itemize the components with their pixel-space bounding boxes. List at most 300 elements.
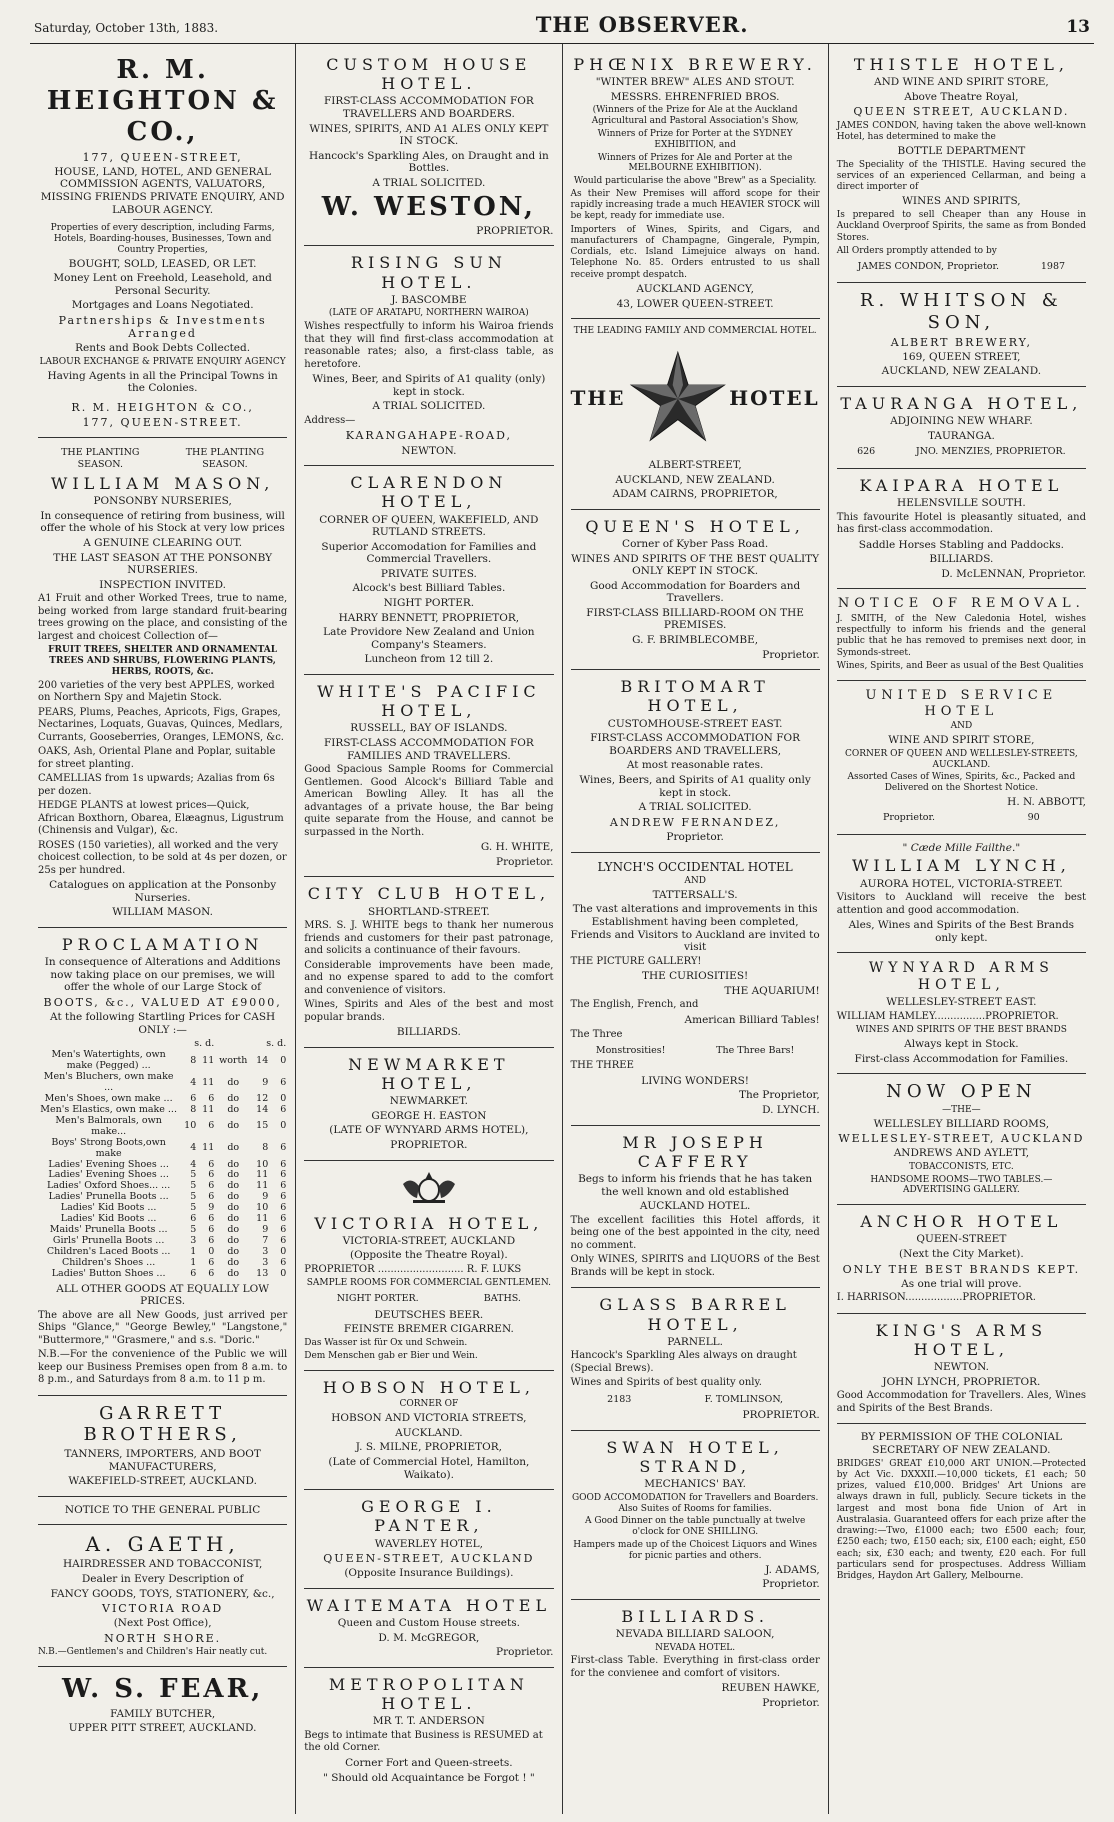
ad-text: AUCKLAND HOTEL. <box>639 1200 751 1213</box>
table-cell: 5 <box>190 1202 197 1214</box>
ad-text: Proprietor. <box>762 1578 820 1591</box>
table-cell: 5 <box>190 1224 197 1236</box>
ad-text: The excellent facilities this Hotel affords, it being one of the best appointed in the city, need no comment. <box>570 1214 820 1251</box>
ad-text: RUSSELL, BAY OF ISLANDS. <box>350 722 508 735</box>
ad-title: UNITED SERVICE HOTEL <box>865 688 1058 719</box>
ad-text: ALL OTHER GOODS AT EQUALLY LOW PRICES. <box>56 1282 269 1308</box>
ad-title: PROCLAMATION <box>61 935 264 955</box>
ad-text: WINES, SPIRITS, AND A1 ALES ONLY KEPT IN STOCK. <box>309 122 549 148</box>
ad-text: This favourite Hotel is pleasantly situated, and has first-class accommodation. <box>836 511 1086 535</box>
table-cell: do <box>227 1191 240 1203</box>
ad-text: 1987 <box>1040 261 1066 272</box>
ad-text: AUCKLAND. <box>395 1426 463 1439</box>
ad-text: Hancock's Sparkling Ales, on Draught and in Bottles. <box>309 149 549 175</box>
ad-text: In consequence of retiring from business, will offer the whole of his Stock at very low prices <box>40 509 285 535</box>
ad-text: J. BASCOMBE <box>391 293 467 306</box>
ad-text: 2183 <box>607 1393 632 1405</box>
ad-text: AND <box>684 875 706 886</box>
ad-text: FIRST-CLASS ACCOMMODATION FOR BOARDERS AND TRAVELLERS, <box>590 732 800 757</box>
ad-title: HOBSON HOTEL, <box>322 1378 535 1398</box>
ad-text: W. WESTON, <box>321 191 536 222</box>
ad-title: SWAN HOTEL, STRAND, <box>606 1437 784 1476</box>
ad-glass-barrel <box>571 1288 820 1430</box>
table-cell: 6 <box>280 1076 287 1088</box>
ad-text: HAIRDRESSER AND TOBACCONIST, <box>62 1558 263 1571</box>
table-cell: Ladies' Oxford Shoes... ... <box>47 1180 171 1192</box>
column-3 <box>563 44 829 1814</box>
table-cell: 0 <box>280 1092 287 1104</box>
table-row <box>38 1072 287 1094</box>
ad-text: CAMELLIAS from 1s upwards; Azalias from 6s per dozen. <box>38 773 275 797</box>
ad-text: G. F. BRIMBLECOMBE, <box>632 634 759 647</box>
ad-title: R. M. HEIGHTON & CO., <box>46 55 279 148</box>
ad-text: GOOD ACCOMODATION for Travellers and Boarders. Also Suites of Rooms for families. <box>571 1492 819 1514</box>
ad-title: GEORGE I. PANTER, <box>361 1497 497 1536</box>
table-cell: 6 <box>190 1267 197 1279</box>
ad-text: THE <box>570 385 626 410</box>
ad-text: Would particularise the above "Brew" as a Speciality. <box>573 176 817 187</box>
ad-victoria <box>304 1161 553 1372</box>
table-cell: 4 <box>190 1142 197 1154</box>
table-cell: 6 <box>280 1169 287 1181</box>
table-cell: Men's Watertights, own make (Pegged) ... <box>51 1049 166 1072</box>
table-cell: 10 <box>256 1158 269 1170</box>
ad-gaeth <box>38 1525 287 1667</box>
ad-text: Partnerships & Investments Arranged <box>58 313 267 341</box>
table-cell: 3 <box>262 1245 269 1257</box>
ad-text: Proprietor. <box>496 855 554 868</box>
ad-text: J. S. MILNE, PROPRIETOR, <box>355 1441 502 1454</box>
planting-season <box>38 447 287 470</box>
ad-text: NEVADA BILLIARD SALOON, <box>615 1627 775 1640</box>
ad-title: ANCHOR HOTEL <box>860 1212 1063 1232</box>
ad-text: SHORTLAND-STREET. <box>367 905 490 918</box>
ad-title: WILLIAM MASON, <box>50 474 275 493</box>
table-cell: Maids' Prunella Boots ... <box>49 1224 168 1236</box>
ad-risingsun <box>304 246 553 466</box>
ad-text: G. H. WHITE, <box>480 841 554 854</box>
ad-text: Alcock's best Billiard Tables. <box>352 582 506 595</box>
ad-text: CUSTOMHOUSE-STREET EAST. <box>607 717 783 730</box>
ad-text: BOTTLE DEPARTMENT <box>897 145 1026 158</box>
table-cell: 3 <box>262 1256 269 1268</box>
ad-text: Having Agents in all the Principal Towns in the Colonies. <box>47 369 278 395</box>
ad-text: AND <box>950 721 973 732</box>
table-cell: Men's Elastics, own make ... <box>40 1103 177 1115</box>
table-cell: 6 <box>280 1256 287 1268</box>
table-cell: Girls' Prunella Boots ... <box>52 1234 165 1246</box>
table-cell: do <box>227 1202 240 1214</box>
table-cell: 4 <box>190 1076 197 1088</box>
ad-text: UPPER PITT STREET, AUCKLAND. <box>68 1722 257 1735</box>
ad-text: WAVERLEY HOTEL, <box>374 1537 483 1550</box>
ad-star-hotel <box>571 319 820 510</box>
ad-text: WELLESLEY BILLIARD ROOMS, <box>873 1117 1050 1130</box>
table-cell: 6 <box>208 1234 215 1246</box>
ad-heighton <box>38 48 287 438</box>
table-cell: do <box>227 1267 240 1279</box>
ad-text: Money Lent on Freehold, Leasehold, and Personal Security. <box>53 272 272 297</box>
table-cell: 6 <box>208 1158 215 1170</box>
ad-text: MRS. S. J. WHITE begs to thank her numerous friends and customers for their past patronage, and solicits a continuance of their favours. <box>304 920 554 957</box>
ad-text: Begs to inform his friends that he has taken the well known and old established <box>578 1173 813 1198</box>
ad-text: PROPRIETOR. <box>742 1409 820 1422</box>
ad-title: QUEEN'S HOTEL, <box>585 516 805 536</box>
table-cell: Ladies' Evening Shoes ... <box>48 1158 169 1170</box>
table-cell: do <box>227 1120 240 1132</box>
table-cell: do <box>227 1234 240 1246</box>
ad-text: NEWMARKET. <box>389 1095 468 1108</box>
ad-text: A TRIAL SOLICITED. <box>638 801 752 814</box>
column-header: s. d. <box>194 1038 215 1050</box>
ad-text: Late Providore New Zealand and Union Company's Steamers. <box>323 626 535 651</box>
ad-text: ANDREW FERNANDEZ, <box>609 815 781 829</box>
ad-text: THE PLANTING SEASON. <box>61 447 140 470</box>
ad-text: MESSRS. EHRENFRIED BROS. <box>610 90 780 103</box>
masthead: THE OBSERVER. <box>535 12 749 37</box>
ad-text: (Next the City Market). <box>899 1248 1024 1261</box>
ad-queens <box>571 510 820 671</box>
star-icon <box>626 343 730 453</box>
ad-text: HOUSE, LAND, HOTEL, AND GENERAL COMMISSION AGENTS, VALUATORS, MISSING FRIENDS PRIVATE ENQUIRY, AND LABOUR AGENCY. <box>40 165 285 216</box>
ad-title: WHITE'S PACIFIC HOTEL, <box>317 682 541 721</box>
ad-wynyard <box>837 953 1086 1074</box>
ad-title: VICTORIA HOTEL, <box>314 1213 544 1233</box>
ad-text: Proprietor. <box>762 648 820 661</box>
ad-text: WILLIAM HAMLEY................PROPRIETOR. <box>836 1010 1059 1022</box>
ad-text: FIRST-CLASS BILLIARD-ROOM ON THE PREMISES. <box>586 606 804 632</box>
ad-title: GLASS BARREL HOTEL, <box>599 1295 791 1334</box>
ad-text: Always kept in Stock. <box>904 1037 1019 1050</box>
ad-customhouse <box>304 48 553 246</box>
ad-text: ADAM CAIRNS, PROPRIETOR, <box>612 488 778 501</box>
ad-text: ROSES (150 varieties), all worked and the very choicest collection, to be sold at 4s per dozen, or 25s per hundred. <box>38 839 287 876</box>
ad-text: NIGHT PORTER. <box>383 597 475 610</box>
ad-text: TOBACCONISTS, ETC. <box>908 1161 1014 1172</box>
ad-text: WINES AND SPIRITS, <box>902 195 1021 208</box>
ad-text: FANCY GOODS, TOYS, STATIONERY, &c., <box>50 1587 275 1600</box>
page-number: 13 <box>1066 17 1090 37</box>
ad-text: CORNER OF QUEEN, WAKEFIELD, AND RUTLAND STREETS. <box>319 513 539 539</box>
ad-text: QUEEN STREET, AUCKLAND. <box>853 105 1070 119</box>
ad-text: THE PICTURE GALLERY! <box>570 955 702 967</box>
ad-text: AND WINE AND SPIRIT STORE, <box>874 76 1049 89</box>
ad-text: WELLESLEY-STREET EAST. <box>886 996 1037 1009</box>
ad-text: WAKEFIELD-STREET, AUCKLAND. <box>68 1475 257 1488</box>
ad-title: BILLIARDS. <box>621 1606 769 1626</box>
ad-text: The Proprietor, <box>738 1089 820 1102</box>
ad-title: THISTLE HOTEL, <box>853 55 1069 74</box>
table-cell: Children's Shoes ... <box>61 1256 156 1268</box>
table-cell: 6 <box>280 1180 287 1192</box>
ad-title: NOTICE TO THE GENERAL PUBLIC <box>64 1503 261 1516</box>
table-cell: 6 <box>208 1213 215 1225</box>
ad-text: INSPECTION INVITED. <box>99 578 226 591</box>
table-cell: 5 <box>190 1180 197 1192</box>
ad-anchor <box>837 1205 1086 1314</box>
table-cell: 7 <box>262 1234 269 1246</box>
ad-waitemata <box>304 1589 553 1668</box>
table-cell: 11 <box>256 1180 269 1192</box>
ad-text: F. TOMLINSON, <box>704 1393 784 1405</box>
ad-title: CUSTOM HOUSE HOTEL. <box>326 55 532 94</box>
ad-text: Hancock's Sparkling Ales always on draught (Special Brews). <box>570 1350 797 1374</box>
table-cell: 0 <box>280 1054 287 1066</box>
ad-text: (LATE OF WYNYARD ARMS HOTEL), <box>329 1124 529 1137</box>
ad-phoenix <box>571 48 820 319</box>
ad-text: FAMILY BUTCHER, <box>110 1707 216 1720</box>
ad-text: The above are all New Goods, just arrived per Ships "Glance," "George Bewley," "Langstone," "Buttermore," "Grasmere," and s.s. "Doric." <box>38 1309 288 1346</box>
table-cell: do <box>227 1103 240 1115</box>
ad-text: Corner of Kyber Pass Road. <box>622 537 769 550</box>
table-cell: 6 <box>208 1267 215 1279</box>
table-cell: worth <box>219 1054 248 1066</box>
ad-proclamation <box>38 928 287 1396</box>
ad-text: HOBSON AND VICTORIA STREETS, <box>331 1412 527 1425</box>
table-cell: 0 <box>280 1267 287 1279</box>
table-cell: 4 <box>190 1158 197 1170</box>
ad-caffery <box>571 1126 820 1289</box>
ad-text: Wishes respectfully to inform his Wairoa friends that they will find first-class accommodation at reasonable rates; also, a first-class table, as heretofore. <box>304 321 554 370</box>
ad-text: J. ADAMS, <box>765 1563 820 1576</box>
table-cell: 6 <box>208 1092 215 1104</box>
ad-text: QUEEN-STREET, AUCKLAND <box>323 1552 535 1566</box>
ad-text: Dealer in Every Description of <box>81 1572 244 1585</box>
ad-text: PROPRIETOR. <box>476 224 554 237</box>
ad-kaipara <box>837 469 1086 590</box>
ad-title: KING'S ARMS HOTEL, <box>875 1320 1048 1360</box>
issue-date: Saturday, October 13th, 1883. <box>34 21 219 35</box>
ad-text: FEINSTE BREMER CIGARREN. <box>343 1323 514 1336</box>
ad-text: BILLIARDS. <box>929 553 994 566</box>
table-cell: 10 <box>184 1120 197 1132</box>
ad-text: Wines and Spirits of best quality only. <box>570 1377 762 1389</box>
ad-text: At the following Startling Prices for CASH ONLY :— <box>50 1011 276 1036</box>
ad-text: I. HARRISON..................PROPRIETOR. <box>836 1292 1036 1304</box>
ad-text: VICTORIA-STREET, AUCKLAND <box>342 1234 516 1247</box>
ad-text: Proprietor. <box>666 830 724 843</box>
table-cell: do <box>227 1158 240 1170</box>
ad-text: JAMES CONDON, having taken the above well-known Hotel, has determined to make the <box>836 120 1086 142</box>
table-cell: do <box>227 1142 240 1154</box>
ad-text-row <box>837 261 1086 272</box>
ad-swan <box>571 1431 820 1600</box>
ad-text: N.B.—Gentlemen's and Children's Hair neatly cut. <box>38 1647 268 1658</box>
column-4 <box>829 44 1094 1814</box>
table-cell: 11 <box>256 1169 269 1181</box>
ad-text: Address— <box>304 414 356 426</box>
ad-title: WILLIAM LYNCH, <box>851 856 1071 876</box>
ad-text: (LATE OF ARATAPU, NORTHERN WAIROA) <box>328 308 529 319</box>
ad-text: R. M. HEIGHTON & CO., <box>71 400 254 414</box>
ad-title: METROPOLITAN HOTEL. <box>328 1674 529 1714</box>
table-cell: 11 <box>202 1054 215 1066</box>
ad-text: NEWTON. <box>933 1361 989 1374</box>
ad-text: CORNER OF <box>399 1399 459 1410</box>
ad-text: 177, QUEEN-STREET. <box>82 416 243 430</box>
ad-text: Wines, Beers, and Spirits of A1 quality only kept in stock. <box>579 774 811 799</box>
ad-text: JNO. MENZIES, PROPRIETOR. <box>915 446 1066 458</box>
ad-text: Winners of Prize for Porter at the SYDNEY EXHIBITION, and <box>597 128 793 150</box>
ad-text: Proprietor. <box>762 1696 820 1709</box>
ad-text: Importers of Wines, Spirits, and Cigars, and manufacturers of Champagne, Gingerale, Pympin, Cordials, etc. Island Limejuice always on hand. Telephone No. 85. Orders entrusted to us shall receive prompt despatch. <box>570 224 820 280</box>
ad-text: PROPRIETOR. <box>390 1138 468 1151</box>
ad-text: H. N. ABBOTT, <box>1007 795 1086 808</box>
ad-text: (Opposite the Theatre Royal). <box>349 1249 508 1262</box>
ad-text: AUCKLAND AGENCY, <box>636 282 754 295</box>
ad-garrett <box>38 1396 287 1497</box>
ad-text: AUCKLAND, NEW ZEALAND. <box>881 365 1042 378</box>
ad-text: Hampers made up of the Choicest Liquors and Wines for picnic parties and others. <box>573 1539 817 1561</box>
table-cell: Men's Balmorals, own make... <box>55 1114 162 1137</box>
ad-text: HARRY BENNETT, PROPRIETOR, <box>338 611 520 624</box>
table-cell: 6 <box>280 1224 287 1236</box>
column-1 <box>30 44 296 1814</box>
ad-text: Queen and Custom House streets. <box>337 1617 520 1630</box>
ad-title: RISING SUN HOTEL. <box>350 253 507 292</box>
table-cell: 6 <box>208 1169 215 1181</box>
ad-william-lynch <box>837 835 1086 954</box>
ad-text: KARANGAHAPE-ROAD, <box>345 429 513 443</box>
ad-text: THE LEADING FAMILY AND COMMERCIAL HOTEL. <box>573 326 817 337</box>
page-header <box>30 12 1094 44</box>
ad-text: QUEEN-STREET <box>916 1233 1007 1246</box>
ad-text: HEDGE PLANTS at lowest prices—Quick, African Boxthorn, Obarea, Elæagnus, Ligustrum (Chinensis and Vulgar), &c. <box>38 800 284 837</box>
ad-text: Winners of Prizes for Ale and Porter at the MELBOURNE EXHIBITION). <box>597 152 793 174</box>
ad-text: AUCKLAND, NEW ZEALAND. <box>615 473 775 486</box>
table-cell: do <box>227 1256 240 1268</box>
table-cell: 6 <box>208 1191 215 1203</box>
table-cell: 13 <box>256 1267 269 1279</box>
table-cell: 11 <box>202 1076 215 1088</box>
table-cell: 9 <box>262 1076 269 1088</box>
ad-text: J. SMITH, of the New Caledonia Hotel, wishes respectfully to inform his friends and the general public that he has removed to premises next door, in Symonds-street. <box>836 613 1086 658</box>
ad-text: First-class Table. Everything in first-class order for the convienee and comfort of visitors. <box>570 1655 820 1679</box>
table-cell: Ladies' Prunella Boots ... <box>48 1191 169 1203</box>
table-cell: 6 <box>280 1234 287 1246</box>
ad-text: At most reasonable rates. <box>626 759 764 772</box>
ad-text: LABOUR EXCHANGE & PRIVATE ENQUIRY AGENCY <box>39 356 286 367</box>
ad-newmarket <box>304 1048 553 1161</box>
ad-text: 90 <box>1027 812 1040 824</box>
ad-text: A1 Fruit and other Worked Trees, true to name, being worked from large standard fruit-bearing trees growing on the place, and consisting of the largest and choicest Collection of— <box>38 593 288 642</box>
ad-text: Assorted Cases of Wines, Spirits, &c., Packed and Delivered on the Shortest Notice. <box>847 772 1076 794</box>
ad-title: BY PERMISSION OF THE COLONIAL SECRETARY OF NEW ZEALAND. <box>860 1431 1063 1457</box>
table-cell: do <box>227 1224 240 1236</box>
ad-title: WAITEMATA HOTEL <box>306 1595 552 1615</box>
ad-text: HANDSOME ROOMS—TWO TABLES.—ADVERTISING GALLERY. <box>870 1174 1053 1196</box>
ad-text: First-class Accommodation for Families. <box>854 1052 1069 1065</box>
ad-text: FIRST-CLASS ACCOMMODATION FOR TRAVELLERS AND BOARDERS. <box>324 95 534 120</box>
table-cell: Boys' Strong Boots,own make <box>51 1136 166 1159</box>
ad-text: Wines, Spirits, and Beer as usual of the Best Qualities <box>836 660 1084 671</box>
ad-text: HOTEL <box>729 385 820 410</box>
ad-text: "WINTER BREW" ALES AND STOUT. <box>595 76 795 89</box>
ad-text: D. McLENNAN, Proprietor. <box>941 567 1086 580</box>
ad-text-row <box>837 812 1086 823</box>
ad-panter <box>304 1490 553 1589</box>
table-cell: do <box>227 1076 240 1088</box>
ad-text: The English, French, and <box>570 999 699 1011</box>
table-cell: 8 <box>190 1103 197 1115</box>
ad-text-row <box>571 1045 820 1056</box>
ad-text: Is prepared to sell Cheaper than any House in Auckland Overproof Spirits, the same as from Bonded Stores. <box>836 210 1086 243</box>
table-row <box>38 1138 287 1160</box>
ad-text: LIVING WONDERS! <box>641 1074 749 1087</box>
ad-thistle <box>837 48 1086 283</box>
ad-text: NIGHT PORTER. <box>336 1293 419 1305</box>
ad-text: 626 <box>857 446 876 458</box>
ad-text: ADJOINING NEW WHARF. <box>890 415 1033 428</box>
table-cell: 6 <box>280 1202 287 1214</box>
ad-text: FIRST-CLASS ACCOMMODATION FOR FAMILIES AND TRAVELLERS. <box>324 737 534 762</box>
ad-text: SAMPLE ROOMS FOR COMMERCIAL GENTLEMEN. <box>306 1278 552 1289</box>
ad-text: " Cæde Mille Failthe." <box>902 841 1021 854</box>
table-cell: 5 <box>190 1169 197 1181</box>
table-cell: 6 <box>208 1224 215 1236</box>
ad-text: ALBERT-STREET, <box>648 458 742 471</box>
ad-text: The Three Bars! <box>716 1045 795 1056</box>
ad-text: Catalogues on application at the Ponsonby Nurseries. <box>49 879 277 904</box>
ad-title: NOTICE OF REMOVAL. <box>837 596 1085 612</box>
ad-text: D. M. McGREGOR, <box>378 1631 480 1644</box>
table-cell: 0 <box>280 1120 287 1132</box>
ad-title: MR JOSEPH CAFFERY <box>622 1132 768 1171</box>
ad-whites-pacific <box>304 675 553 877</box>
ad-text: Monstrosities! <box>595 1045 666 1056</box>
table-cell: 6 <box>280 1142 287 1154</box>
ad-text: Corner Fort and Queen-streets. <box>345 1756 513 1769</box>
ad-text: Considerable improvements have been made, and no expense spared to add to the comfort and convenience of visitors. <box>304 959 554 996</box>
ad-billiards <box>571 1600 820 1718</box>
ad-text: WINE AND SPIRIT STORE, <box>888 734 1035 747</box>
table-cell: 11 <box>202 1142 215 1154</box>
ad-text: DEUTSCHES BEER. <box>374 1308 484 1321</box>
ad-text: As one trial will prove. <box>901 1277 1022 1290</box>
ad-title: W. S. FEAR, <box>61 1674 264 1705</box>
ad-text: Good Accommodation for Boarders and Travellers. <box>589 579 801 605</box>
table-cell: do <box>227 1213 240 1225</box>
ad-title: NEWMARKET HOTEL, <box>348 1054 510 1093</box>
ad-text: PRIVATE SUITES. <box>380 567 477 580</box>
ad-title: KAIPARA HOTEL <box>859 475 1064 495</box>
ad-text: 177, QUEEN-STREET, <box>82 150 243 164</box>
ad-fear <box>38 1667 287 1742</box>
ad-text: The Speciality of the THISTLE. Having secured the services of an experienced Cellarman, and being a direct importer of <box>836 159 1086 193</box>
table-cell: Ladies' Evening Shoes ... <box>48 1169 169 1181</box>
ad-text: THE LAST SEASON AT THE PONSONBY NURSERIES. <box>53 551 273 577</box>
table-row <box>38 1269 287 1280</box>
ad-text: Mortgages and Loans Negotiated. <box>71 299 254 312</box>
ad-text: WINES AND SPIRITS OF THE BEST QUALITY ONLY KEPT IN STOCK. <box>571 552 820 578</box>
ad-text: Superior Accomodation for Families and Commercial Travellers. <box>321 540 537 566</box>
ad-text: (Winners of the Prize for Ale at the Auckland Agricultural and Pastoral Association's Show, <box>591 105 799 127</box>
ad-text: A TRIAL SOLICITED. <box>372 176 486 189</box>
table-cell: 1 <box>190 1245 197 1257</box>
ad-title: A. GAETH, <box>85 1532 240 1557</box>
ad-text: (Late of Commercial Hotel, Hamilton, Waikato). <box>328 1456 530 1481</box>
table-row <box>38 1050 287 1072</box>
ad-text: PARNELL. <box>667 1335 723 1348</box>
table-cell: 10 <box>256 1202 269 1214</box>
ad-text: Above Theatre Royal, <box>904 90 1019 103</box>
ad-text: Properties of every description, including Farms, Hotels, Boarding-houses, Businesses, Town and Country Properties, <box>50 223 275 255</box>
ad-text: The Three <box>570 1028 623 1040</box>
ad-title: CLARENDON HOTEL, <box>350 473 508 512</box>
table-cell: Ladies' Kid Boots ... <box>60 1213 157 1225</box>
ad-text: HELENSVILLE SOUTH. <box>897 496 1026 509</box>
ad-text: Good Spacious Sample Rooms for Commercial Gentlemen. Good Alcock's Billiard Table and American Bowling Alley. It has all the advantages of a private house, the Bar being quite separate from the House, and cannot be surpassed in the North. <box>304 764 554 838</box>
